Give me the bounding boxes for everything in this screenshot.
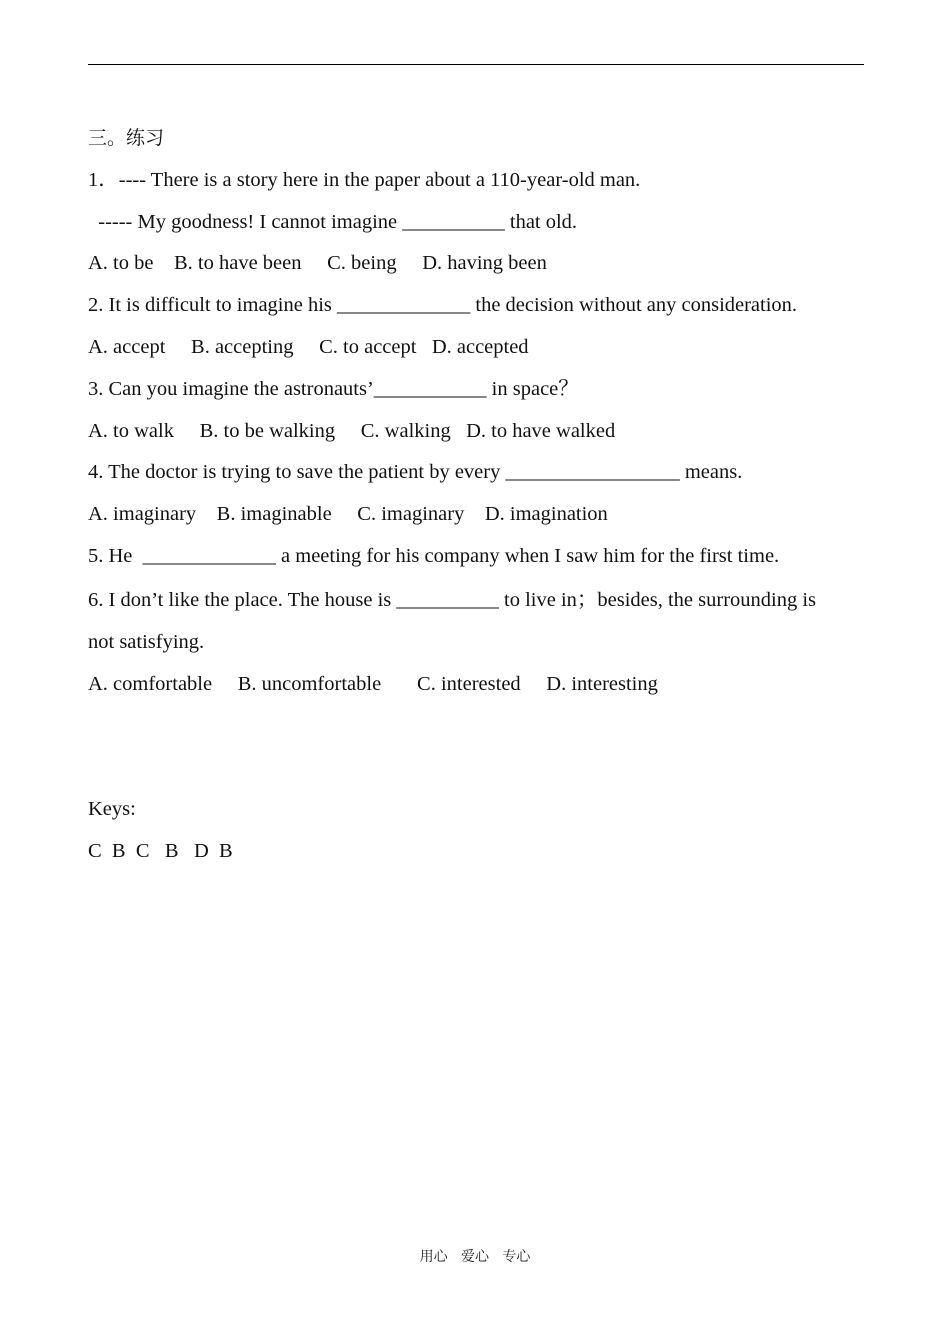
question-6-options: A. comfortable B. uncomfortable C. interested D. interesting	[88, 672, 658, 695]
question-4-line-1: 4. The doctor is trying to save the patient by every _________________ means.	[88, 461, 743, 484]
question-6-line-2: not satisfying.	[88, 630, 205, 653]
keys-label: Keys:	[88, 797, 136, 820]
question-3-line-1: 3. Can you imagine the astronauts’___________ in space？	[88, 377, 579, 400]
question-1-line-1: 1．---- There is a story here in the paper about a 110-year-old man.	[88, 168, 641, 191]
question-2-options: A. accept B. accepting C. to accept D. accepted	[88, 335, 529, 358]
question-5-line-1: 5. He _____________ a meeting for his company when I saw him for the first time.	[88, 544, 780, 567]
question-4-options: A. imaginary B. imaginable C. imaginary D. imagination	[88, 503, 608, 526]
question-1-line-2: ----- My goodness! I cannot imagine __________ that old.	[88, 210, 578, 233]
question-3-options: A. to walk B. to be walking C. walking D. to have walked	[88, 419, 616, 442]
blank-spacer	[88, 705, 868, 747]
page-footer: 用心 爱心 专心	[419, 1249, 531, 1265]
question-6-line-1: 6. I don’t like the place. The house is __________ to live in；besides, the surrounding is	[88, 588, 817, 611]
section-title: 三。练习	[88, 127, 165, 149]
header-rule	[88, 64, 864, 65]
exercise-document	[88, 118, 868, 873]
question-1-options: A. to be B. to have been C. being D. having been	[88, 252, 547, 275]
question-2-line-1: 2. It is difficult to imagine his _____________ the decision without any consideration.	[88, 294, 798, 317]
blank-spacer	[88, 747, 868, 789]
keys-values: C B C B D B	[88, 839, 233, 862]
